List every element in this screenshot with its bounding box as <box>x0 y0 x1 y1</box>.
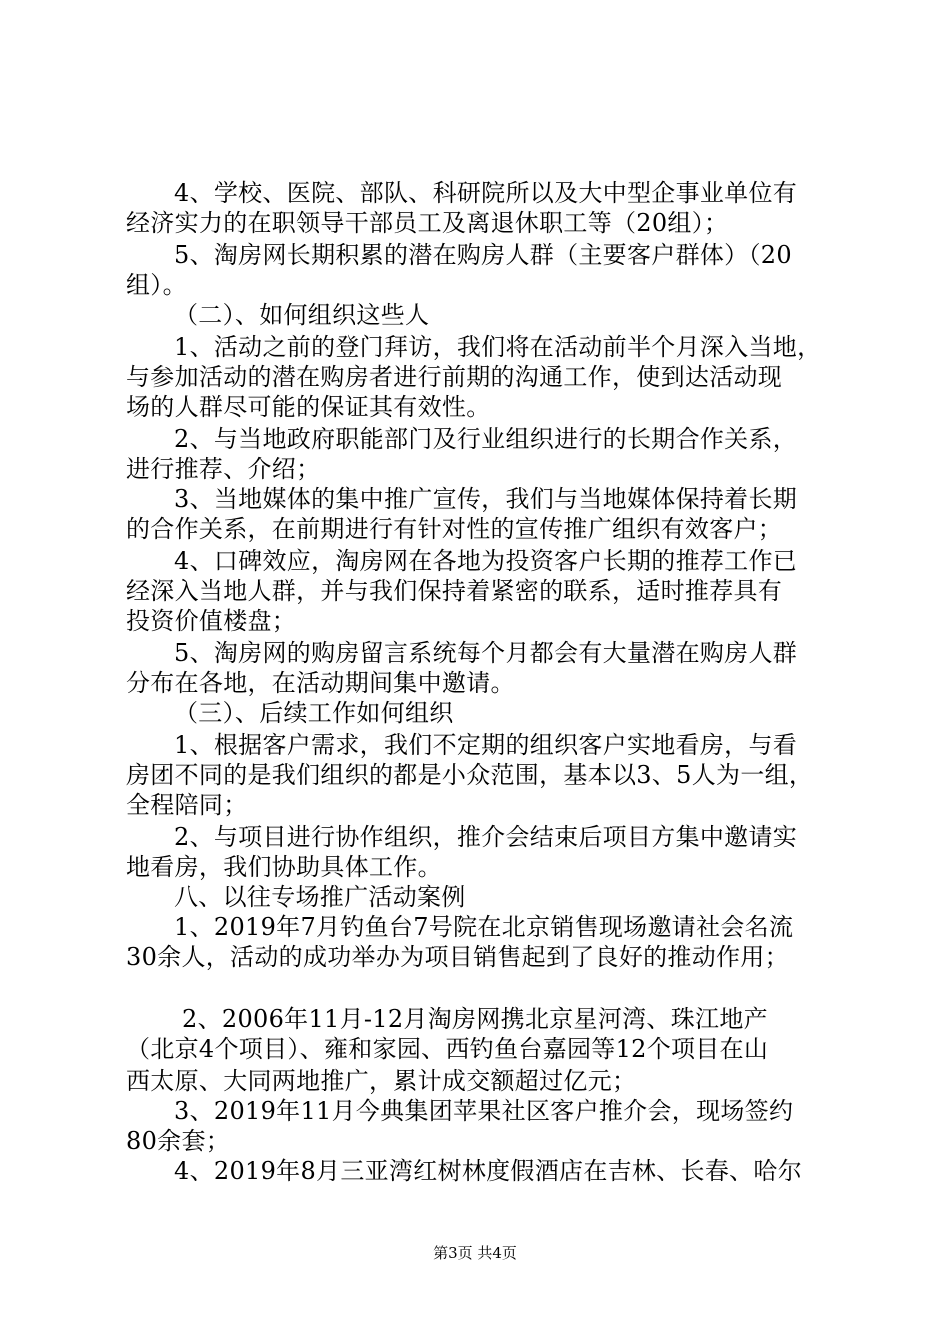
text-line: 组）。 <box>126 271 187 299</box>
text-line: 5、淘房网的购房留言系统每个月都会有大量潜在购房人群 <box>174 639 798 667</box>
text-line: 3、当地媒体的集中推广宣传，我们与当地媒体保持着长期 <box>174 485 798 513</box>
text-line: 西太原、大同两地推广，累计成交额超过亿元； <box>126 1067 637 1095</box>
text-line: 地看房，我们协助具体工作。 <box>126 853 442 881</box>
text-line: 30余人，活动的成功举办为项目销售起到了良好的推动作用； <box>126 943 789 971</box>
text-line: 1、活动之前的登门拜访，我们将在活动前半个月深入当地， <box>174 333 822 361</box>
text-line: 与参加活动的潜在购房者进行前期的沟通工作，使到达活动现 <box>126 363 783 391</box>
text-line: 4、学校、医院、部队、科研院所以及大中型企事业单位有 <box>174 179 798 207</box>
text-line: 3、2019年11月今典集团苹果社区客户推介会，现场签约 <box>174 1097 794 1125</box>
text-line: （北京4个项目）、雍和家园、西钓鱼台嘉园等12个项目在山 <box>126 1035 769 1063</box>
section-heading: （三）、后续工作如何组织 <box>174 699 454 727</box>
section-heading: （二）、如何组织这些人 <box>174 301 430 329</box>
text-line: 投资价值楼盘； <box>126 607 297 635</box>
text-line: 进行推荐、介绍； <box>126 455 321 483</box>
text-line: 经济实力的在职领导干部员工及离退休职工等（20组）； <box>126 209 729 237</box>
page-footer: 第3页 共4页 <box>433 1244 517 1262</box>
text-line: 1、2019年7月钓鱼台7号院在北京销售现场邀请社会名流 <box>174 913 794 941</box>
text-line: 房团不同的是我们组织的都是小众范围，基本以3、5人为一组， <box>126 761 814 789</box>
text-line: 2、2006年11月-12月淘房网携北京星河湾、珠江地产 <box>182 1005 768 1033</box>
text-line: 80余套； <box>126 1127 231 1155</box>
text-line: 1、根据客户需求，我们不定期的组织客户实地看房，与看 <box>174 731 798 759</box>
text-line: 分布在各地，在活动期间集中邀请。 <box>126 669 515 697</box>
text-line: 2、与项目进行协作组织，推介会结束后项目方集中邀请实 <box>174 823 798 851</box>
text-line: 场的人群尽可能的保证其有效性。 <box>126 393 491 421</box>
text-line: 4、2019年8月三亚湾红树林度假酒店在吉林、长春、哈尔 <box>174 1157 803 1185</box>
text-line: 全程陪同； <box>126 791 248 819</box>
text-line: 5、淘房网长期积累的潜在购房人群（主要客户群体）（20 <box>174 241 792 269</box>
text-line: 2、与当地政府职能部门及行业组织进行的长期合作关系， <box>174 425 798 453</box>
text-line: 经深入当地人群，并与我们保持着紧密的联系，适时推荐具有 <box>126 577 783 605</box>
text-line: 4、口碑效应，淘房网在各地为投资客户长期的推荐工作已 <box>174 547 798 575</box>
section-heading: 八、以往专场推广活动案例 <box>174 883 466 911</box>
text-line: 的合作关系，在前期进行有针对性的宣传推广组织有效客户； <box>126 515 783 543</box>
